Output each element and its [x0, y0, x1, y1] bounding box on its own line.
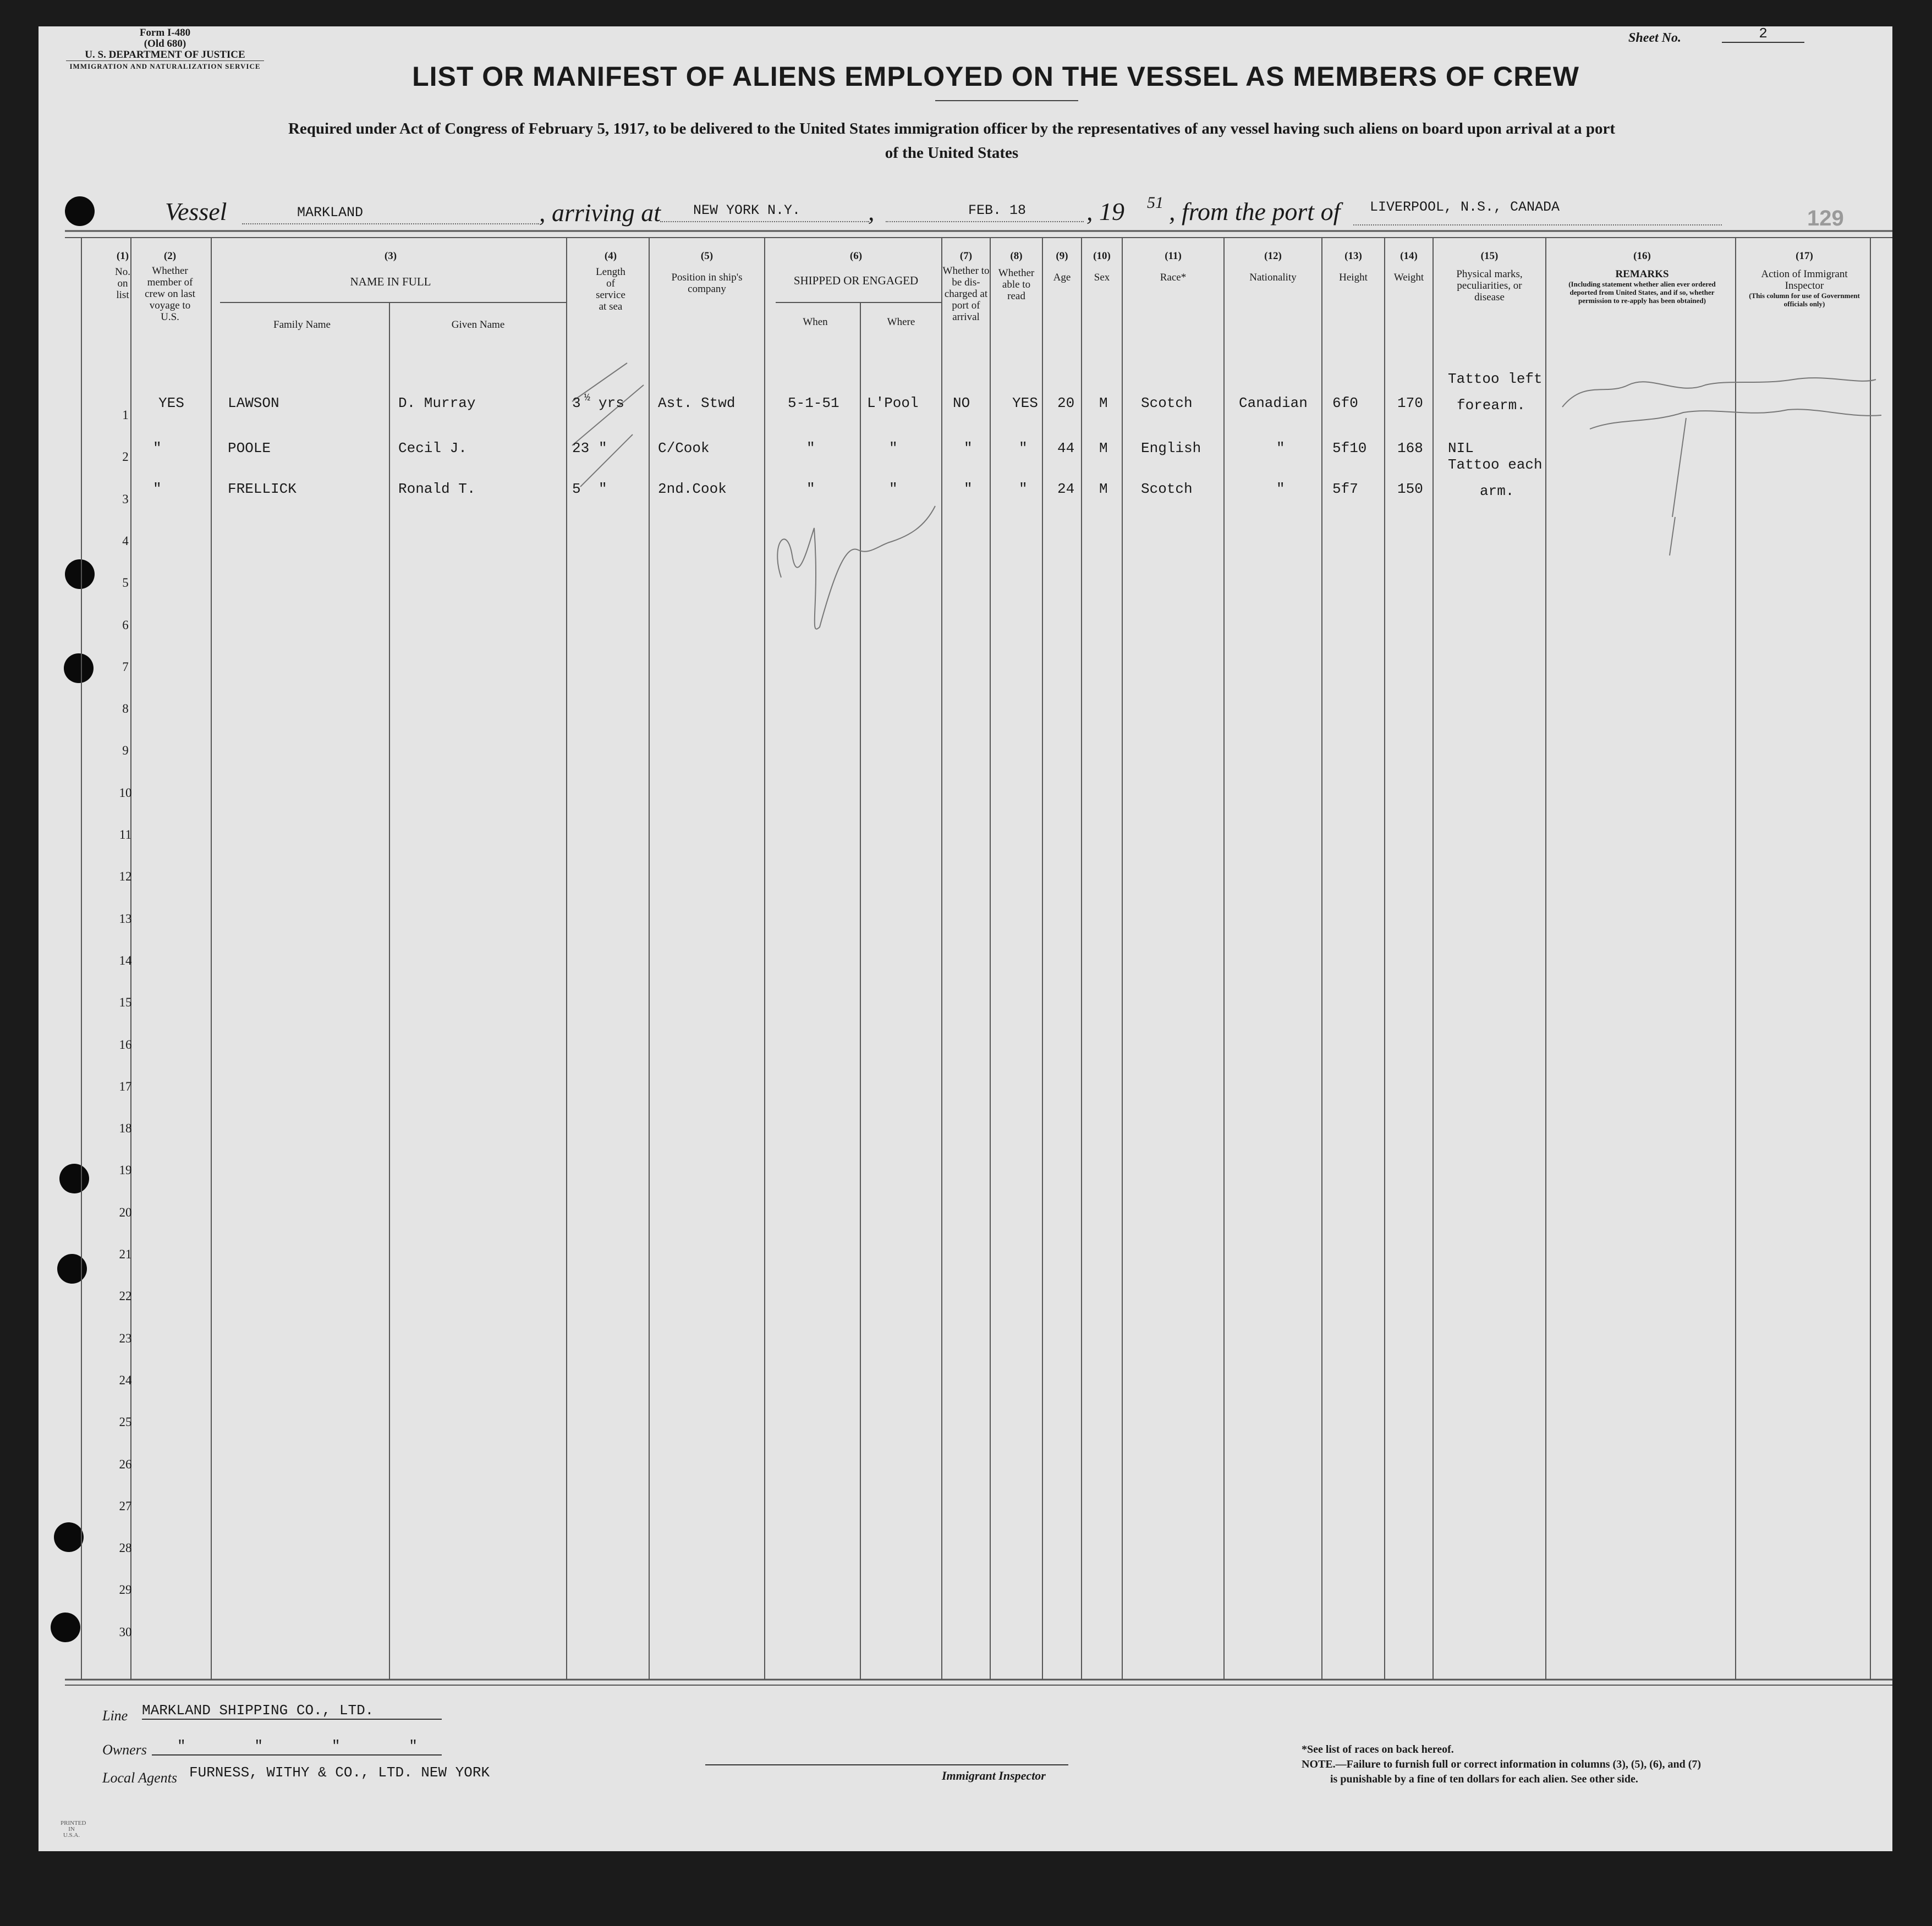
cell-shipped-when: 5-1-51 — [788, 395, 839, 411]
column-header-race: (11) Race* — [1160, 250, 1187, 283]
column-header-remarks: (16) REMARKS (Including statement whether alien ever ordered deported from United States, and if so, whether permission to re-apply has been obtained) — [1568, 250, 1716, 305]
row-number: 16 — [119, 1037, 132, 1052]
form-number: Form I-480 — [139, 27, 191, 38]
row-number: 18 — [119, 1121, 132, 1136]
column-header-physical-marks: (15) Physical marks, peculiarities, or disease — [1456, 250, 1523, 303]
departure-port-label: , from the port of — [1169, 197, 1341, 225]
row-number: 8 — [122, 702, 129, 716]
cell-discharged: NO — [953, 395, 970, 411]
row-number: 4 — [122, 533, 129, 548]
cell-given-name: Cecil J. — [398, 440, 467, 456]
cell-height: 5f7 — [1332, 481, 1358, 497]
cell-shipped-where: " — [889, 481, 898, 497]
cell-given-name: D. Murray — [398, 395, 476, 411]
vessel-name: MARKLAND — [242, 205, 539, 224]
row-number: 11 — [119, 828, 132, 841]
cell-height: 6f0 — [1332, 395, 1358, 411]
row-number: 22 — [119, 1289, 132, 1303]
cell-able-to-read: " — [1019, 481, 1028, 497]
cell-service-number: 23 — [572, 440, 590, 456]
row-number: 7 — [122, 659, 129, 674]
row-number: 15 — [119, 995, 132, 1010]
inspector-signature-line — [705, 1764, 1068, 1765]
cell-nationality: " — [1276, 481, 1285, 497]
column-header-position: (5) Position in ship's company — [671, 250, 743, 295]
column-header-no: (1) No. on list — [115, 250, 130, 301]
line-value: MARKLAND SHIPPING CO., LTD. — [142, 1702, 442, 1720]
row-number: 25 — [119, 1415, 132, 1429]
cell-weight: 150 — [1397, 481, 1423, 497]
cell-race: Scotch — [1141, 481, 1193, 497]
cell-shipped-where: " — [889, 440, 898, 456]
owners-label: Owners — [102, 1742, 147, 1758]
cell-weight: 168 — [1397, 440, 1423, 456]
year-suffix: 51 — [1147, 194, 1163, 212]
subtitle-line-1: Required under Act of Congress of February 5, 1917, to be delivered to the United States immigration officer by the representatives of any vessel having such aliens on board upon arrival at a port — [288, 120, 1616, 137]
cell-physical-marks-cont: forearm. — [1457, 397, 1525, 414]
column-header-age: (9) Age — [1053, 250, 1071, 283]
row-number: 6 — [122, 618, 129, 632]
page-title: LIST OR MANIFEST OF ALIENS EMPLOYED ON THE VESSEL AS MEMBERS OF CREW — [412, 61, 1579, 92]
column-header-where: Where — [887, 316, 915, 328]
row-number: 3 — [122, 492, 129, 506]
column-header-discharged: (7) Whether to be dis-charged at port of arrival — [942, 250, 990, 323]
local-agents-label: Local Agents — [102, 1770, 178, 1786]
cell-sex: M — [1099, 395, 1108, 411]
cell-family-name: LAWSON — [228, 395, 279, 411]
year-prefix: , 19 — [1086, 197, 1124, 225]
sheet-number-label: Sheet No. — [1628, 31, 1681, 45]
cell-position: 2nd.Cook — [658, 481, 727, 497]
cell-height: 5f10 — [1332, 440, 1367, 456]
arrival-port: NEW YORK N.Y. — [660, 202, 869, 222]
cell-age: 20 — [1057, 395, 1075, 411]
races-note: *See list of races on back hereof. — [1302, 1743, 1454, 1756]
column-header-sex: (10) Sex — [1093, 250, 1111, 283]
cell-crew-last-voyage: YES — [158, 395, 184, 411]
row-number: 19 — [119, 1163, 132, 1177]
arrival-date: FEB. 18 — [886, 202, 1084, 222]
cell-physical-marks-cont: arm. — [1480, 483, 1514, 499]
column-header-height: (13) Height — [1339, 250, 1368, 283]
cell-shipped-when: " — [806, 481, 815, 497]
column-header-given-name: Given Name — [451, 319, 505, 331]
cell-service-unit: " — [599, 481, 607, 497]
cell-shipped-where: L'Pool — [867, 395, 919, 411]
row-number: 20 — [119, 1205, 132, 1219]
cell-age: 24 — [1057, 481, 1075, 497]
cell-service-number: 5 — [572, 481, 581, 497]
row-number: 29 — [119, 1583, 132, 1597]
column-header-shipped-engaged: (6) SHIPPED OR ENGAGED — [793, 250, 919, 287]
row-number: 24 — [119, 1373, 132, 1387]
column-header-service-length: (4) Length of service at sea — [596, 250, 625, 312]
cell-sex: M — [1099, 440, 1108, 456]
row-number: 28 — [119, 1541, 132, 1555]
page-stamp: 129 — [1807, 206, 1844, 230]
form-old-number: (Old 680) — [144, 38, 186, 49]
row-number: 21 — [119, 1247, 132, 1261]
cell-nationality: Canadian — [1239, 395, 1308, 411]
cell-position: Ast. Stwd — [658, 395, 736, 411]
cell-shipped-when: " — [806, 440, 815, 456]
cell-family-name: FRELLICK — [228, 481, 297, 497]
row-number: 12 — [119, 870, 132, 884]
row-number: 14 — [119, 953, 132, 967]
penalty-note-line-2: is punishable by a fine of ten dollars for each alien. See other side. — [1330, 1773, 1638, 1785]
cell-crew-last-voyage: " — [153, 481, 162, 497]
local-agents-value: FURNESS, WITHY & CO., LTD. NEW YORK — [189, 1764, 490, 1781]
row-number: 27 — [119, 1499, 132, 1513]
comma-separator: , — [868, 197, 875, 225]
cell-weight: 170 — [1397, 395, 1423, 411]
line-label: Line — [102, 1708, 128, 1724]
column-header-crew-last-voyage: (2) Whether member of crew on last voyage to U.S. — [145, 250, 195, 323]
column-header-able-to-read: (8) Whether able to read — [998, 250, 1035, 302]
cell-service-unit: " — [599, 440, 607, 456]
row-number: 13 — [119, 911, 132, 926]
row-number: 17 — [119, 1079, 132, 1093]
cell-race: Scotch — [1141, 395, 1193, 411]
sheet-number-value: 2 — [1722, 25, 1804, 43]
cell-age: 44 — [1057, 440, 1075, 456]
cell-sex: M — [1099, 481, 1108, 497]
arriving-label: , arriving at — [539, 199, 661, 227]
row-number: 30 — [119, 1625, 132, 1639]
column-header-weight: (14) Weight — [1393, 250, 1424, 283]
cell-discharged: " — [964, 481, 973, 497]
service-name: IMMIGRATION AND NATURALIZATION SERVICE — [69, 62, 261, 70]
cell-family-name: POOLE — [228, 440, 271, 456]
cell-service-number: 3 — [572, 395, 581, 411]
printer-mark: PRINTED IN U.S.A. — [61, 1820, 86, 1839]
department-name: U. S. DEPARTMENT OF JUSTICE — [66, 49, 264, 61]
row-number: 2 — [122, 450, 129, 464]
column-header-when: When — [803, 316, 828, 328]
cell-physical-marks: Tattoo each — [1448, 456, 1543, 473]
column-header-inspector-action: (17) Action of Immigrant Inspector (This column for use of Government officials only) — [1749, 250, 1860, 308]
cell-discharged: " — [964, 440, 973, 456]
departure-port: LIVERPOOL, N.S., CANADA — [1353, 199, 1722, 225]
column-header-family-name: Family Name — [273, 319, 331, 331]
column-header-name: (3) NAME IN FULL — [350, 250, 431, 288]
row-number: 23 — [119, 1331, 132, 1345]
row-number: 9 — [122, 744, 129, 758]
cell-physical-marks: NIL — [1448, 440, 1474, 456]
row-number: 1 — [122, 408, 129, 422]
inspector-label: Immigrant Inspector — [942, 1769, 1046, 1782]
cell-nationality: " — [1276, 440, 1285, 456]
subtitle-line-2: of the United States — [885, 144, 1019, 162]
row-number: 10 — [119, 785, 132, 800]
cell-service-unit: yrs — [599, 395, 624, 411]
cell-race: English — [1141, 440, 1201, 456]
cell-physical-marks: Tattoo left — [1448, 371, 1543, 387]
cell-crew-last-voyage: " — [153, 440, 162, 456]
row-number: 26 — [119, 1457, 132, 1471]
cell-able-to-read: " — [1019, 440, 1028, 456]
vessel-label: Vessel — [165, 197, 227, 225]
cell-given-name: Ronald T. — [398, 481, 476, 497]
cell-service-fraction: ½ — [584, 393, 590, 404]
column-header-nationality: (12) Nationality — [1249, 250, 1297, 283]
row-number: 5 — [122, 576, 129, 590]
penalty-note-line-1: NOTE.—Failure to furnish full or correct information in columns (3), (5), (6), and (7) — [1302, 1758, 1702, 1770]
cell-able-to-read: YES — [1012, 395, 1038, 411]
owners-value: " " " " — [152, 1738, 442, 1756]
cell-position: C/Cook — [658, 440, 710, 456]
